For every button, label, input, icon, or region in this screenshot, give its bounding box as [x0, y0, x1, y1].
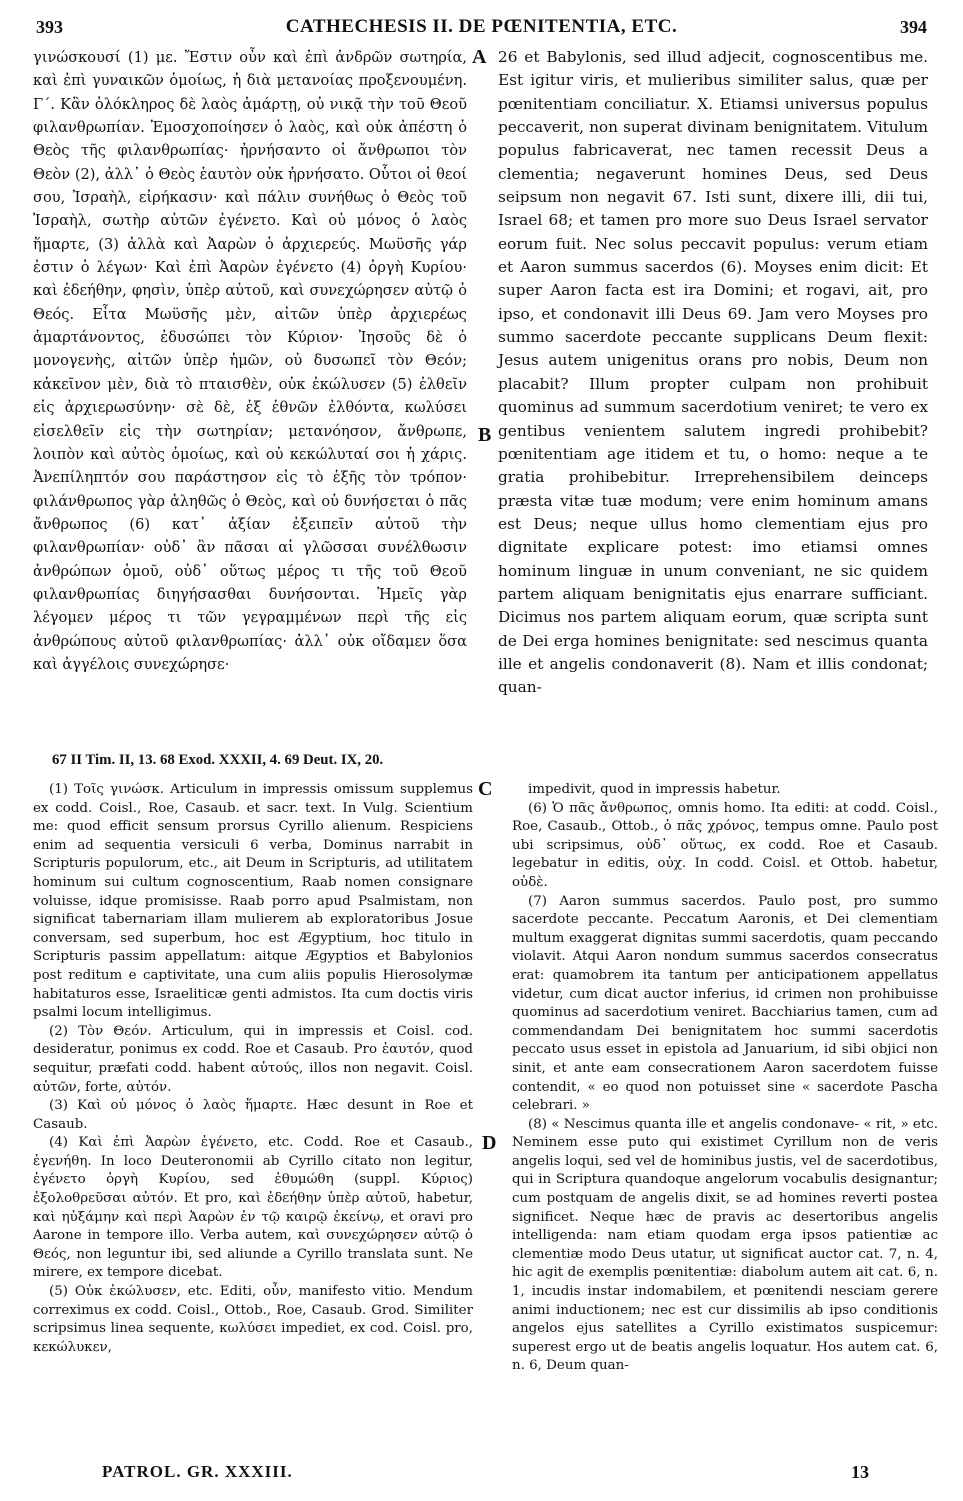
footnote: (8) « Nescimus quanta ille et angelis condonave- « rit, » etc. Neminem esse puto qui existimet Cyrillum non de veris angelis loqui, sed vel de hominibus justis, vel de sacerdotibus, qui in Scriptura quandoque angelorum vocabulis designantur; cum postquam de angelis dixit, se ad homines reverti postea significet. Neque hæc de pravis ac desertoribus angelis intelligenda: nam etiam quodam erga ipsos patientiæ ac clementiæ modo Deus utatur, ut significat auctor cat. 7, n. 4, hic agit de exemplis pœnitentiæ: diabolum autem ait cat. 6, n. 1, incudis instar indomabilem, et pœnitendi nesciam gerere animi inductionem; nec est cur dissimilis ab ipso conditionis angelos ejus satellites a Cyrillo existimatos suspicemur: superest ergo ut de beatis angelis loquatur. Hos autem cat. 6, n. 6, Deum quan-	[512, 1116, 938, 1374]
footnote: (6) Ὁ πᾶς ἄνθρωπος, omnis homo. Ita editi: at codd. Coisl., Roe, Casaub., Ottob., ὁ πᾶς χρόνος, tempus omne. Paulo post ubi scripsimus, οὐδ᾽ οὕτως, ex codd. Roe et Casaub. legebatur in editis, οὐχ. In codd. Coisl. et Ottob. habetur, οὐδὲ.	[512, 800, 938, 890]
volume-signature: PATROL. GR. XXXIII.	[102, 1462, 293, 1481]
footnote: (1) Τοῖς γινώσκ. Articulum in impressis omissum supplemus ex codd. Coisl., Roe, Casaub. et sacr. text. In Vulg. Scientium me: quod efficit sensum prorsus Cyrillo alienum. Respiciens enim ad sequentia versiculi 6 verba, Dominus narrabit in Scripturis populorum, etc., ait Deum in Scripturis, ad utilitatem hominum sui cultum cognoscentium, Raab nomen consignare voluisse, idque promisisse. Raab porro apud Psalmistam, non significat tabernariam illam mulierem ab exploratoribus Josue conversam, sed superbum, hoc est Ægyptium, hoc titulo in Scripturis passim appellatum: aitque Ægyptios et Babylonios post reditum e captivitate, una cum aliis populis Hierosolymæ habitaturos esse, Israeliticæ genti admistos. Ita cum doctis viris psalmi locum intelligimus.	[33, 782, 473, 1021]
page-footer	[40, 1458, 923, 1486]
footnote: (4) Καὶ ἐπὶ Ἀαρὼν ἐγένετο, etc. Codd. Roe et Casaub., ἐγενήθη. In loco Deuteronomii ab Cyrillo citato non legitur, ἐγένετο ὀργὴ Κυρίου, sed ἐθυμώθη (suppl. Κύριος) ἐξολοθρεῦσαι αὐτόν. Et pro, καὶ ἐδεήθην ὑπὲρ αὐτοῦ, habetur, καὶ ηὐξάμην καὶ περὶ Ἀαρὼν ἐν τῷ καιρῷ ἐκείνῳ, et oravi pro Aarone in tempore illo. Verba autem, καὶ συνεχώρησεν αὐτῷ ὁ Θεός, non leguntur ibi, sed aliunde a Cyrillo translata sunt. Ne mirere, ex tempore dicebat.	[33, 1135, 473, 1281]
sheet-number: 13	[851, 1461, 869, 1482]
footnote: impedivit, quod in impressis habetur.	[528, 782, 781, 797]
footnote: (2) Τὸν Θεόν. Articulum, qui in impressis et Coisl. cod. desideratur, ponimus ex codd. Roe et Casaub. Pro ἑαυτόν, quod sequitur, præfati codd. habent αὐτούς, illos non negavit. Coisl. αὐτῶν, forte, αὐτόν.	[33, 1023, 473, 1095]
scripture-references: 67 II Tim. II, 13. 68 Exod. XXXII, 4. 69 Deut. IX, 20.	[52, 752, 384, 768]
footnotes-right	[512, 781, 938, 1376]
footnote: (7) Aaron summus sacerdos. Paulo post, pro summo sacerdote peccante. Peccatum Aaronis, et Dei clementiam multum exaggerat dignitas summi sacerdotis, quam peccando violavit. Atqui Aaron nondum summus sacerdos consecratus erat: quamobrem ita tantum per anticipationem appellatus videtur, cum dicat auctor inferius, id crimen non prohibuisse quominus ad sacerdotium veniret. Bacchiarius tamen, cum ad commendandam Dei benignitatem hoc summi sacerdotis peccato usus esset in epistola ad Januarium, id sibi objici non sinit, et ante eam consecrationem Aaron sacerdotem fuisse contendit, « eo quod non potuisset sine « sacerdote Pascha celebrari. »	[512, 893, 938, 1114]
footnote: (5) Οὐκ ἐκώλυσεν, etc. Editi, οὖν, manifesto vitio. Mendum correximus ex codd. Coisl., Ottob., Roe, Casaub. Grod. Similiter scripsimus linea sequente, κωλύσει impediet, ex cod. Coisl. pro, κεκώλυκεν,	[33, 1284, 473, 1355]
footnotes-left	[33, 781, 473, 1357]
page-number-right: 394	[900, 16, 927, 37]
margin-marker-c: C	[478, 778, 493, 800]
page-number-left: 393	[36, 16, 63, 37]
running-header	[36, 12, 927, 42]
margin-marker-d: D	[482, 1132, 497, 1154]
latin-text-column: 26 et Babylonis, sed illud adjecit, cognoscentibus me. Est igitur viris, et mulieribus similiter salus, quæ per pœnitentiam conciliatur. X. Etiamsi universus populus peccaverit, non superat divinam benignitatem. Vitulum populus fabricaverat, nec tamen recessit Deus a clementia; negaverunt homines Deus, sed Deus seipsum non negavit 67. Isti sunt, dixere illi, dii tui, Israel 68; et tamen pro more suo Deus Israel servator eorum fuit. Nec solus peccavit populus: verum etiam et Aaron summus sacerdos (6). Moyses enim dicit: Et super Aaron facta est ira Domini; et rogavi, ait, pro ipso, et condonavit illi Deus 69. Jam vero Moyses pro summo sacerdote peccante supplicans Deum flexit: Jesus autem unigenitus orans pro nobis, Deum non placabit? Illum propter culpam non prohibuit quominus ad summum sacerdotium veniret; te vero ex gentibus venientem salutem ingredi prohibebit? pœnitentiam age itidem et tu, o homo: neque a te gratia prohibebitur. Irreprehensibilem deinceps præsta vitæ tuæ modum; vere enim hominum amans est Deus; neque ullus homo clementiam ejus pro dignitate explicare potest: imo etiamsi omnes hominum linguæ in unum conveniant, ne sic quidem partem aliquam benignitatis ejus enarrare sufficiant. Dicimus nos partem aliquam eorum, quæ scripta sunt de Dei erga homines benignitate: sed nescimus quanta ille et angelis condonaverit (8). Nam et illis condonat; quan-	[498, 48, 928, 697]
page-title: CATHECHESIS II. DE PŒNITENTIA, ETC.	[285, 16, 678, 37]
footnote: (3) Καὶ οὐ μόνος ὁ λαὸς ἥμαρτε. Hæc desunt in Roe et Casaub.	[33, 1098, 473, 1132]
greek-text-column: γινώσκουσί (1) με. Ἔστιν οὖν καὶ ἐπὶ ἀνδρῶν σωτηρία, καὶ ἐπὶ γυναικῶν ὁμοίως, ἡ διὰ μετανοίας προξενουμένη. Γ´. Κἂν ὁλόκληρος δὲ λαὸς ἁμάρτῃ, οὐ νικᾷ τὴν τοῦ Θεοῦ φιλανθρωπίαν. Ἐμοσχοποίησεν ὁ λαὸς, καὶ οὐκ ἀπέστη ὁ Θεὸς τῆς φιλανθρωπίας· ἠρνήσαντο οἱ ἄνθρωποι τὸν Θεὸν (2), ἀλλ᾽ ὁ Θεὸς ἑαυτὸν οὐκ ἠρνήσατο. Οὗτοι οἱ θεοί σου, Ἰσραὴλ, εἰρήκασιν· καὶ πάλιν συνήθως ὁ Θεὸς τοῦ Ἰσραὴλ, σωτὴρ αὐτῶν ἐγένετο. Καὶ οὐ μόνος ὁ λαὸς ἥμαρτε, (3) ἀλλὰ καὶ Ἀαρὼν ὁ ἀρχιερεύς. Μωϋσῆς γάρ ἐστιν ὁ λέγων· Καὶ ἐπὶ Ἀαρὼν ἐγένετο (4) ὀργὴ Κυρίου· καὶ ἐδεήθην, φησὶν, ὑπὲρ αὐτοῦ, καὶ συνεχώρησεν αὐτῷ ὁ Θεός. Εἶτα Μωϋσῆς μὲν, αἰτῶν ὑπὲρ ἀρχιερέως ἁμαρτάνοντος, ἐδυσώπει τὸν Κύριον· Ἰησοῦς δὲ ὁ μονογενὴς, αἰτῶν ὑπὲρ ἡμῶν, οὐ δυσωπεῖ τὸν Θεόν; κἀκεῖνον μὲν, διὰ τὸ πταισθὲν, οὐκ ἐκώλυσεν (5) ἐλθεῖν εἰς ἀρχιερωσύνην· σὲ δὲ, ἐξ ἐθνῶν ἐλθόντα, κωλύσει εἰσελθεῖν εἰς τὴν σωτηρίαν; μετανόησον, ἄνθρωπε, λοιπὸν καὶ αὐτὸς ὁμοίως, καὶ οὐ κεκώλυταί σοι ἡ χάρις. Ἀνεπίληπτόν σου παράστησον εἰς τὸ ἑξῆς τὸν τρόπον· φιλάνθρωπος γὰρ ἀληθῶς ὁ Θεὸς, καὶ οὐ δυνήσεται ὁ πᾶς ἄνθρωπος (6) κατ᾽ ἀξίαν ἐξειπεῖν αὐτοῦ τὴν φιλανθρωπίαν· οὐδ᾽ ἂν πᾶσαι αἱ γλῶσσαι συνέλθωσιν ἀνθρώπων ὁμοῦ, οὐδ᾽ οὕτως μέρος τι τῆς τοῦ Θεοῦ φιλανθρωπίας διηγήσασθαι δυνήσονται. Ἡμεῖς γὰρ λέγομεν μέρος τι τῶν γεγραμμένων περὶ τῆς εἰς ἀνθρώπους αὐτοῦ φιλανθρωπίας· ἀλλ᾽ οὐκ οἴδαμεν ὅσα καὶ ἀγγέλοις συνεχώρησε·	[33, 49, 467, 673]
margin-marker-a: A	[472, 46, 487, 68]
margin-marker-b: B	[478, 424, 492, 446]
